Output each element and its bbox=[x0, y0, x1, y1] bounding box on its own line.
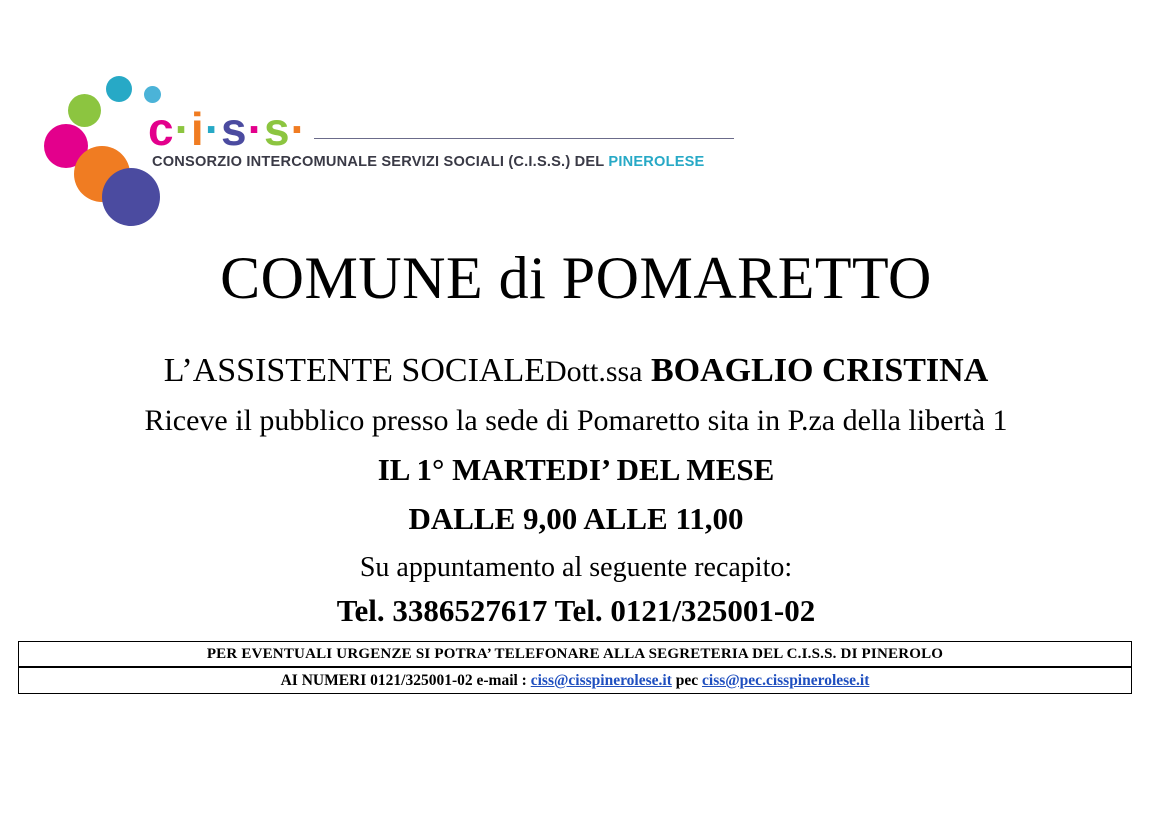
social-worker-honorific: Dott.ssa bbox=[545, 355, 643, 388]
social-worker-name: BOAGLIO CRISTINA bbox=[651, 352, 989, 389]
contact-numbers-prefix: AI NUMERI 0121/325001-02 e-mail : bbox=[280, 672, 531, 689]
phone-numbers-line: Tel. 3386527617 Tel. 0121/325001-02 bbox=[336, 593, 816, 628]
logo-wordmark bbox=[148, 102, 307, 156]
office-location-line: Riceve il pubblico presso la sede di Pomaretto sita in P.za della libertà 1 bbox=[144, 404, 1008, 437]
pec-link[interactable]: ciss@pec.cisspinerolese.it bbox=[702, 672, 870, 689]
logo-dot-teal-icon bbox=[106, 76, 132, 102]
office-day-line: IL 1° MARTEDI’ DEL MESE bbox=[377, 452, 775, 487]
logo-letter-s1: s bbox=[221, 103, 248, 155]
logo-dot-green-icon bbox=[68, 94, 101, 127]
logo-sep-2: · bbox=[204, 103, 222, 155]
logo-sep-3: · bbox=[247, 103, 264, 155]
page-title: COMUNE di POMARETTO bbox=[220, 245, 932, 311]
emergency-notice-box: PER EVENTUALI URGENZE SI POTRA’ TELEFONARE ALLA SEGRETERIA DEL C.I.S.S. DI PINEROLO bbox=[18, 641, 1132, 667]
logo-dot-lightblue-icon bbox=[144, 86, 161, 103]
contact-numbers-box bbox=[18, 667, 1132, 694]
social-worker-role: L’ASSISTENTE SOCIALE bbox=[163, 352, 545, 389]
logo-dot-purple-icon bbox=[102, 168, 160, 226]
logo-letter-c: c bbox=[148, 103, 175, 155]
logo-subtitle bbox=[152, 154, 705, 170]
logo-letter-i: i bbox=[190, 103, 205, 155]
email-link[interactable]: ciss@cisspinerolese.it bbox=[530, 672, 672, 689]
social-worker-line bbox=[0, 352, 1152, 390]
logo-divider bbox=[314, 138, 734, 139]
logo-letter-s2: s bbox=[263, 103, 291, 155]
appointment-note: Su appuntamento al seguente recapito: bbox=[359, 552, 793, 583]
office-hours-line: DALLE 9,00 ALLE 11,00 bbox=[408, 501, 744, 536]
logo-sep-4: · bbox=[290, 103, 307, 155]
logo-sep-1: · bbox=[174, 103, 191, 155]
contact-numbers-middle: pec bbox=[671, 672, 703, 689]
ciss-logo bbox=[40, 62, 720, 232]
logo-subtitle-main: CONSORZIO INTERCOMUNALE SERVIZI SOCIALI (C.I.S.S.) DEL bbox=[152, 154, 609, 170]
logo-subtitle-accent: PINEROLESE bbox=[608, 154, 705, 170]
